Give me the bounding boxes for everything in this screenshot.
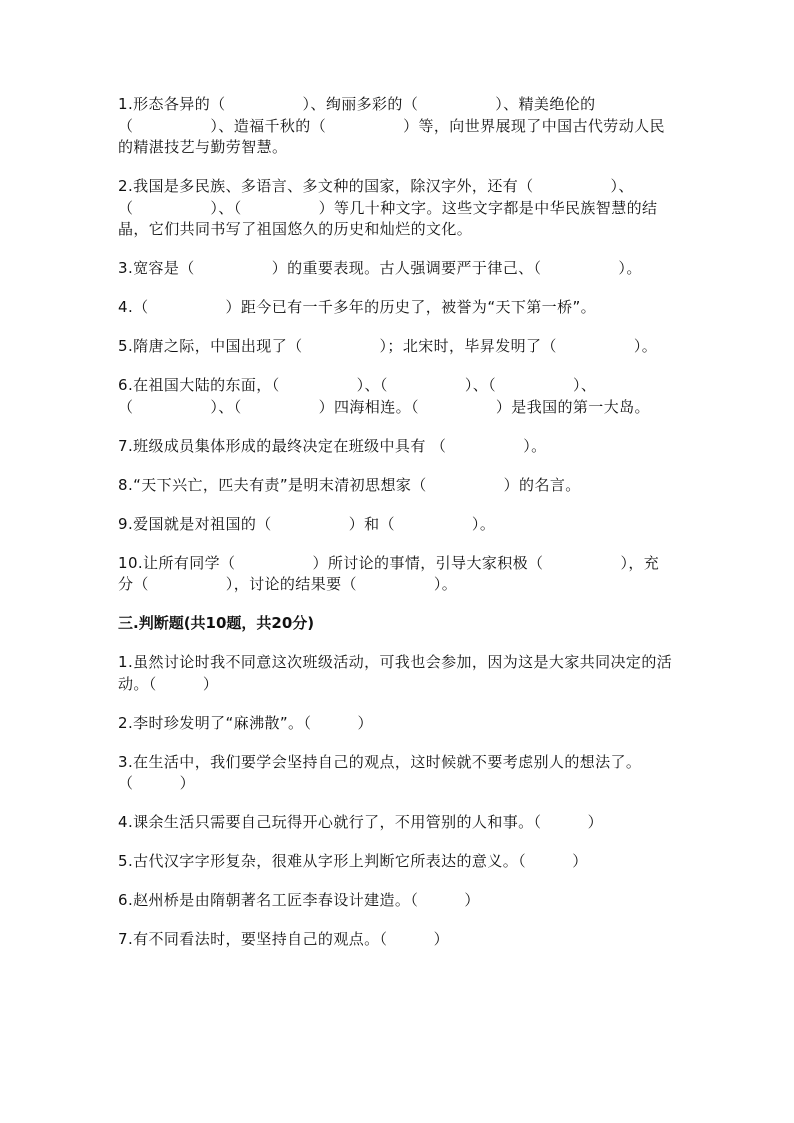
fill-question-1: 1.形态各异的（ ）、绚丽多彩的（ ）、精美绝伦的（ ）、造福千秋的（ ）等，向世界展现了中国古代劳动人民的精湛技艺与勤劳智慧。 [118,95,665,156]
judgment-question-5: 5.古代汉字字形复杂，很难从字形上判断它所表达的意义。（ ） [118,852,588,870]
judgment-question-3: 3.在生活中，我们要学会坚持自己的观点，这时候就不要考虑别人的想法了。（ ） [118,752,642,792]
fill-question-5: 5.隋唐之际，中国出现了（ ）；北宋时，毕昇发明了（ ）。 [118,337,658,355]
section-title-judgment: 三.判断题(共10题，共20分) [118,614,315,632]
judgment-question-6: 6.赵州桥是由隋朝著名工匠李春设计建造。（ ） [118,891,480,909]
judgment-question-4: 4.课余生活只需要自己玩得开心就行了，不用管别的人和事。（ ） [118,813,604,831]
fill-question-7: 7.班级成员集体形成的最终决定在班级中具有 （ ）。 [118,436,547,455]
fill-question-2: 2.我国是多民族、多语言、多文种的国家，除汉字外，还有（ ）、（ ）、（ ）等几十种文字。这些文字都是中华民族智慧的结晶，它们共同书写了祖国悠久的历史和灿烂的文化。 [118,177,658,238]
fill-question-6: 6.在祖国大陆的东面，（ ）、（ ）、（ ）、（ ）、（ ）四海相连。（ ）是我国的第一大岛。 [118,376,650,416]
fill-question-3: 3.宽容是（ ）的重要表现。古人强调要严于律己、（ ）。 [118,259,642,277]
fill-question-4: 4.（ ）距今已有一千多年的历史了，被誉为“天下第一桥”。 [118,298,597,316]
fill-question-10: 10.让所有同学（ ）所讨论的事情，引导大家积极（ ），充分（ ），讨论的结果要（ ）。 [118,553,660,593]
judgment-question-2: 2.李时珍发明了“麻沸散”。（ ） [118,713,373,732]
fill-question-8: 8.“天下兴亡，匹夫有责”是明末清初思想家（ ）的名言。 [118,475,581,494]
judgment-question-1: 1.虽然讨论时我不同意这次班级活动，可我也会参加，因为这是大家共同决定的活动。（ ） [118,653,673,693]
fill-question-9: 9.爱国就是对祖国的（ ）和（ ）。 [118,514,496,533]
judgment-question-7: 7.有不同看法时，要坚持自己的观点。（ ） [118,930,450,948]
